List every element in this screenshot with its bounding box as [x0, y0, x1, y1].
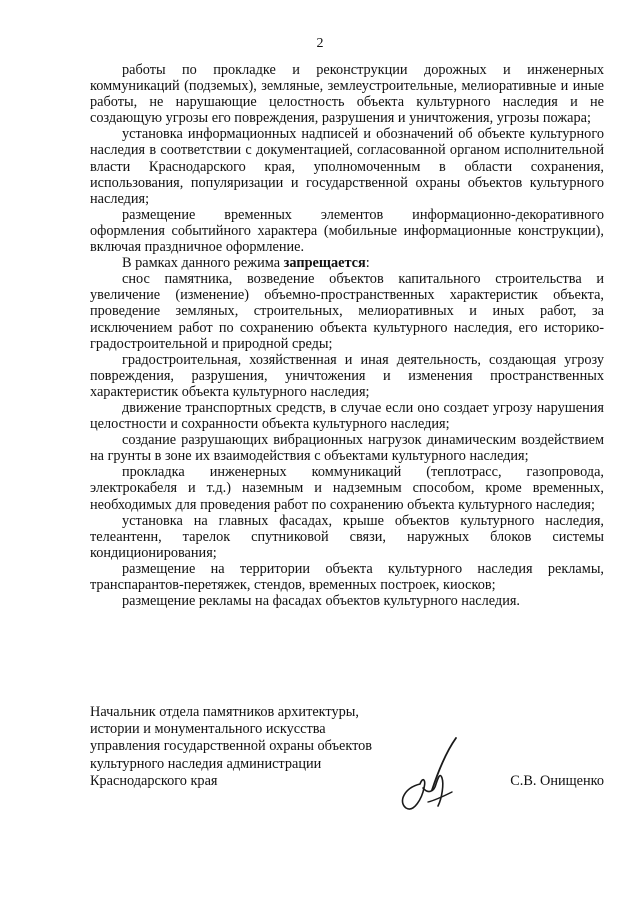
signer-position: Начальник отдела памятников архитектуры, истории и монументального искусства управления государственной охраны объектов культурного наследия администрации Краснодарского края [90, 704, 373, 789]
document-body [90, 62, 604, 609]
prohibited-intro [90, 255, 604, 271]
prohibited-item-antennas: установка на главных фасадах, крыше объектов культурного наследия, телеантенн, тарелок спутниковой связи, наружных блоков системы кондиционирования; [90, 512, 604, 561]
prohibited-item-vibration: создание разрушающих вибрационных нагрузок динамическим воздействием на грунты в зоне их взаимодействия с объектами культурного наследия; [90, 432, 604, 465]
prohibited-item-traffic: движение транспортных средств, в случае если оно создает угрозу нарушения целостности и сохранности объекта культурного наследия; [90, 399, 604, 433]
permitted-item-info-signs: установка информационных надписей и обозначений об объекте культурного наследия в соответствии с документацией, согласованной органом исполнительной власти Краснодарского края, уполномоченным в области сохранения, использования, популяризации и государственной охраны объектов культурного наследия; [90, 126, 604, 207]
prohibited-intro-keyword: запрещается [283, 255, 366, 272]
signature-block [90, 704, 604, 804]
permitted-item-earthworks: работы по прокладке и реконструкции дорожных и инженерных коммуникаций (подземых), земляные, землеустроительные, мелиоративные и иные работы, не нарушающие целостность объекта культурного наследия и не создающую угрозы его повреждения, разрушения и уничтожения, угрозы пожара; [90, 62, 604, 127]
prohibited-item-advertising-territory: размещение на территории объекта культурного наследия рекламы, транспарантов-перетяжек, стендов, временных построек, киосков; [90, 560, 604, 593]
page-number: 2 [316, 36, 324, 51]
prohibited-intro-lead: В рамках данного режима [122, 255, 284, 272]
handwritten-signature [390, 732, 465, 814]
prohibited-item-advertising-facades: размещение рекламы на фасадах объектов культурного наследия. [122, 593, 521, 610]
permitted-item-decorations: размещение временных элементов информационно-декоративного оформления событийного характера (мобильные информационные конструкции), включая праздничное оформление. [90, 206, 604, 256]
prohibited-item-activity: градостроительная, хозяйственная и иная деятельность, создающая угрозу повреждения, разрушения, уничтожения и изменения пространственных характеристик объекта культурного наследия; [90, 351, 604, 400]
prohibited-item-demolition: снос памятника, возведение объектов капитального строительства и увеличение (изменение) объемно-пространственных характеристик объекта, проведение земляных, строительных, мелиоративных и иных работ, за исключением работ по сохранению объекта культурного наследия, его историко-градостроительной и природной среды; [90, 271, 604, 352]
signer-name: С.В. Онищенко [510, 773, 604, 789]
prohibited-item-utilities: прокладка инженерных коммуникаций (теплотрасс, газопровода, электрокабеля и т.д.) наземным и надземным способом, кроме временных, необходимых для проведения работ по сохранению объекта культурного наследия; [90, 464, 604, 513]
prohibited-intro-colon: : [365, 255, 370, 272]
